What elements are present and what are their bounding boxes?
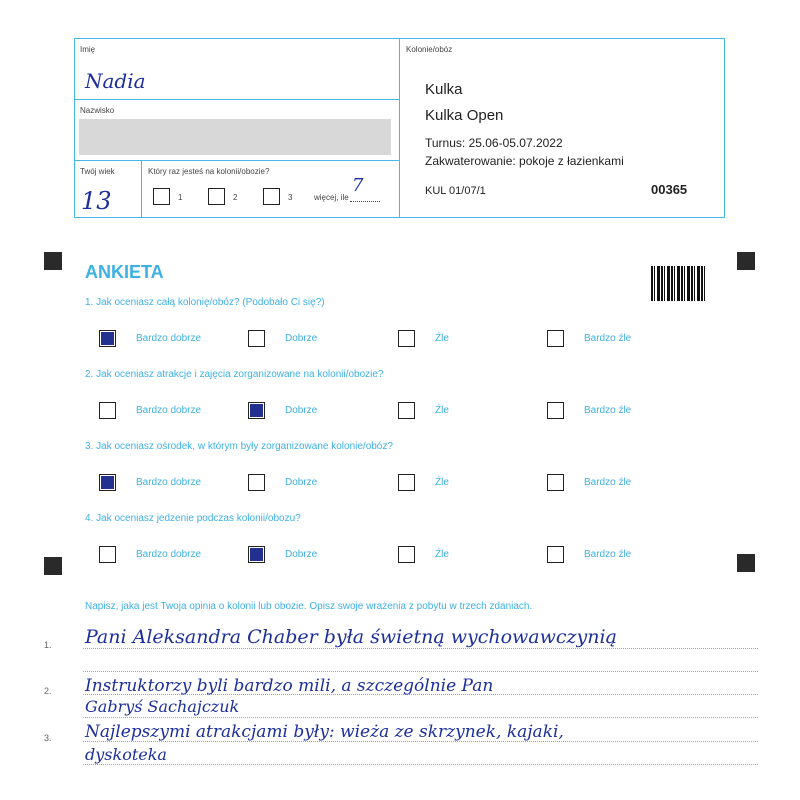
turnus: Turnus: 25.06-05.07.2022 [425, 136, 563, 150]
registration-marker-top-right [737, 252, 755, 270]
camp-name: Kulka [425, 81, 463, 98]
age-field-box [74, 160, 142, 218]
zakwaterowanie: Zakwaterowanie: pokoje z łazienkami [425, 154, 624, 168]
q1-option-label-4: Bardzo źle [584, 333, 632, 344]
q2-checkbox-4[interactable] [547, 402, 564, 419]
q4-option-label-4: Bardzo źle [584, 549, 632, 560]
name-field-box [74, 38, 400, 100]
q3-checkbox-3[interactable] [398, 474, 415, 491]
times-option-3: 3 [288, 193, 293, 202]
q4-checkbox-2[interactable] [248, 546, 265, 563]
wiecej-value: 7 [352, 175, 364, 196]
handwritten-answer-3: Najlepszymi atrakcjami były: wieża ze skrzynek, kajaki, [85, 722, 564, 742]
redacted-surname [79, 119, 391, 155]
times-checkbox-3[interactable] [263, 188, 280, 205]
q3-option-label-2: Dobrze [285, 477, 318, 488]
surname-field-box [74, 99, 400, 161]
wiek-label: Twój wiek [80, 167, 115, 176]
q2-option-label-4: Bardzo źle [584, 405, 632, 416]
q1-option-label-1: Bardzo dobrze [136, 333, 202, 344]
q2-option-label-3: Źle [435, 405, 449, 416]
q3-checkbox-1[interactable] [99, 474, 116, 491]
wiecej-label: więcej, ile [314, 193, 349, 202]
q2-checkbox-3[interactable] [398, 402, 415, 419]
q3-checkbox-4[interactable] [547, 474, 564, 491]
q4-checkbox-3[interactable] [398, 546, 415, 563]
q2-checkbox-1[interactable] [99, 402, 116, 419]
registration-marker-top-left [44, 252, 62, 270]
handwritten-answer-2-cont: Gabryś Sachajczuk [85, 697, 240, 716]
times-checkbox-1[interactable] [153, 188, 170, 205]
q4-option-label-1: Bardzo dobrze [136, 549, 202, 560]
q1-option-label-3: Źle [435, 333, 449, 344]
camp-program: Kulka Open [425, 107, 504, 124]
wiek-value: 13 [81, 187, 112, 215]
q3-option-label-1: Bardzo dobrze [136, 477, 202, 488]
times-option-1: 1 [178, 193, 183, 202]
q4-checkbox-1[interactable] [99, 546, 116, 563]
q4-checkbox-4[interactable] [547, 546, 564, 563]
question-4: 4. Jak oceniasz jedzenie podczas kolonii/obozu? [85, 513, 301, 524]
q2-checkbox-2[interactable] [248, 402, 265, 419]
handwritten-answer-2: Instruktorzy byli bardzo mili, a szczególnie Pan [85, 676, 494, 696]
answer-line-2b [83, 717, 758, 718]
line-number-1: 1. [44, 640, 52, 650]
survey-title: ANKIETA [85, 262, 164, 282]
line-number-3: 3. [44, 733, 52, 743]
q3-option-label-4: Bardzo źle [584, 477, 632, 488]
handwritten-answer-1: Pani Aleksandra Chaber była świetną wychowawczynią [85, 626, 617, 648]
opinion-prompt: Napisz, jaka jest Twoja opinia o kolonii lub obozie. Opisz swoje wrażenia z pobytu w trzech zdaniach. [85, 601, 533, 612]
answer-line-3b [83, 764, 758, 765]
times-checkbox-2[interactable] [208, 188, 225, 205]
q1-checkbox-2[interactable] [248, 330, 265, 347]
wiecej-dotted-line [350, 201, 380, 202]
answer-line-1 [83, 648, 758, 649]
line-number-2: 2. [44, 686, 52, 696]
ktory-raz-label: Który raz jesteś na kolonii/obozie? [148, 167, 270, 176]
q1-option-label-2: Dobrze [285, 333, 318, 344]
barcode [651, 266, 705, 301]
question-3: 3. Jak oceniasz ośrodek, w którym były zorganizowane kolonie/obóz? [85, 441, 393, 452]
form-number: 00365 [651, 182, 688, 197]
q1-checkbox-3[interactable] [398, 330, 415, 347]
q4-option-label-2: Dobrze [285, 549, 318, 560]
registration-marker-bottom-right [737, 554, 755, 572]
camp-info-box [399, 38, 725, 218]
times-option-2: 2 [233, 193, 238, 202]
q3-checkbox-2[interactable] [248, 474, 265, 491]
form-code: KUL 01/07/1 [425, 185, 486, 197]
q2-option-label-2: Dobrze [285, 405, 318, 416]
imie-value: Nadia [85, 69, 146, 93]
handwritten-answer-3-cont: dyskoteka [85, 745, 167, 764]
question-2: 2. Jak oceniasz atrakcje i zajęcia zorganizowane na kolonii/obozie? [85, 369, 384, 380]
q1-checkbox-4[interactable] [547, 330, 564, 347]
answer-line-1b [83, 671, 758, 672]
q1-checkbox-1[interactable] [99, 330, 116, 347]
kolonie-label: Kolonie/obóz [406, 45, 453, 54]
q2-option-label-1: Bardzo dobrze [136, 405, 202, 416]
times-field-box [141, 160, 400, 218]
q4-option-label-3: Źle [435, 549, 449, 560]
imie-label: Imię [80, 45, 96, 54]
q3-option-label-3: Źle [435, 477, 449, 488]
question-1: 1. Jak oceniasz całą kolonię/obóz? (Podobało Ci się?) [85, 297, 325, 308]
nazwisko-label: Nazwisko [80, 106, 115, 115]
registration-marker-bottom-left [44, 557, 62, 575]
